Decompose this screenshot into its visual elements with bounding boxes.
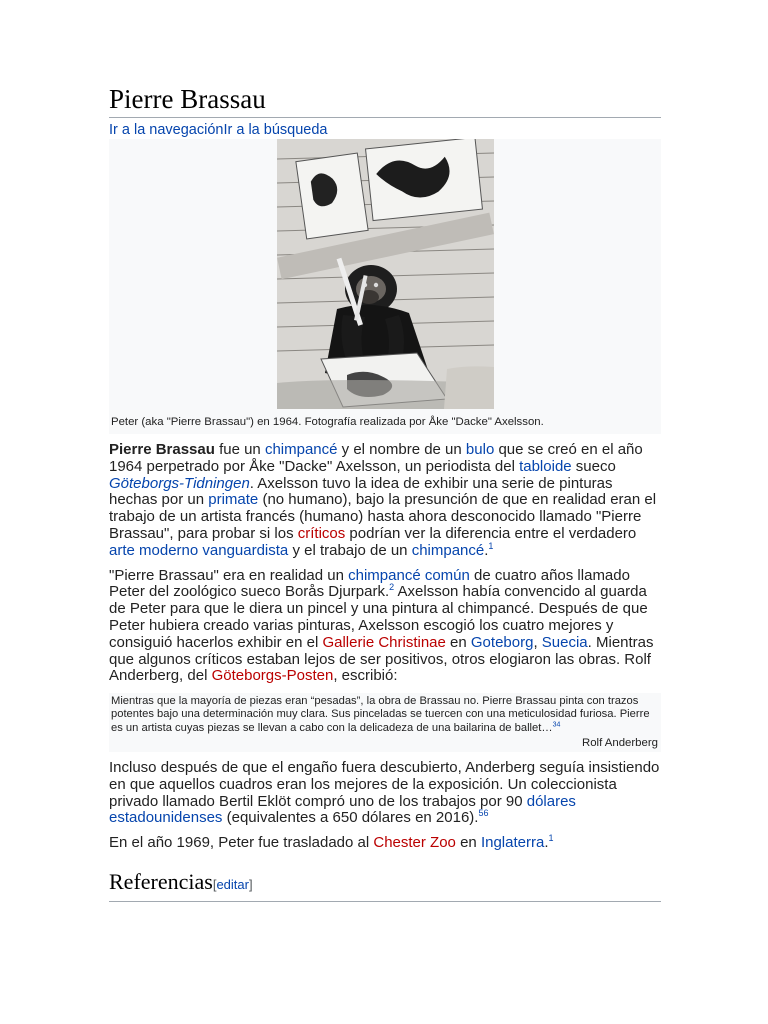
link-criticos[interactable]: críticos bbox=[297, 524, 346, 542]
link-goteborgs-posten[interactable]: Göteborgs-Posten bbox=[211, 667, 334, 685]
section-heading-referencias: Referencias[editar] bbox=[109, 868, 661, 902]
jump-links bbox=[109, 121, 661, 139]
quote-text: Mientras que la mayoría de piezas eran “pesadas”, la obra de Brassau no. Pierre Brassau pinta con trazos potentes bajo una determinación muy clara. Sus pinceladas se tuercen con una meticulosidad furiosa. Pierre es un artista cuyas piezas se llevan a cabo con la delicadeza de una bailarina de ballet…$^{34}$ bbox=[111, 695, 650, 734]
reference-1b[interactable]: 1 bbox=[548, 833, 554, 844]
jump-to-search-link[interactable]: Ir a la búsqueda bbox=[223, 122, 328, 138]
paragraph-intro: Pierre Brassau fue un chimpancé y el nombre de un bulo que se creó en el año 1964 perpetrado por Åke "Dacke" Axelsson, un periodista del tabloide sueco Göteborgs-Tidningen. Axelsson tuvo la idea de exhibir una serie de pinturas hechas por un primate (no humano), bajo la presunción de que en realidad eran el trabajo de un artista francés (humano) hasta ahora desconocido llamado "Pierre Brassau", para probar si los críticos podrían ver la diferencia entre el verdadero arte moderno vanguardista y el trabajo de un chimpancé.$^1$ bbox=[109, 441, 657, 559]
link-suecia[interactable]: Suecia bbox=[541, 633, 588, 651]
link-chester-zoo[interactable]: Chester Zoo bbox=[373, 834, 456, 852]
link-dolares-estadounidenses[interactable]: dólares estadounidenses bbox=[109, 792, 576, 827]
link-chimpance[interactable]: chimpancé bbox=[264, 441, 338, 458]
reference-56[interactable]: 56 bbox=[478, 808, 489, 819]
article-content bbox=[109, 82, 661, 902]
link-bulo[interactable]: bulo bbox=[465, 441, 495, 458]
section-edit: [editar] bbox=[212, 876, 253, 892]
link-arte-moderno[interactable]: arte moderno vanguardista bbox=[109, 541, 289, 559]
page-title: Pierre Brassau bbox=[109, 82, 661, 118]
reference-34[interactable]: 34 bbox=[552, 720, 561, 728]
link-inglaterra[interactable]: Inglaterra bbox=[480, 834, 545, 852]
article-subject-bold: Pierre Brassau bbox=[109, 441, 215, 458]
reference-1[interactable]: 1 bbox=[488, 540, 494, 551]
link-primate[interactable]: primate bbox=[208, 491, 259, 509]
jump-to-navigation-link[interactable]: Ir a la navegación bbox=[109, 122, 224, 138]
link-chimpance-2[interactable]: chimpancé bbox=[411, 541, 485, 559]
reference-2[interactable]: 2 bbox=[389, 582, 395, 593]
infobox-figure bbox=[109, 139, 661, 434]
paragraph-chester-zoo: En el año 1969, Peter fue trasladado al Chester Zoo en Inglaterra.$^1$ bbox=[109, 833, 554, 852]
chimpanzee-photo[interactable] bbox=[277, 139, 494, 409]
link-gallerie-christinae[interactable]: Gallerie Christinae bbox=[322, 633, 446, 651]
link-goteborg[interactable]: Goteborg bbox=[470, 633, 534, 651]
link-goteborgs-tidningen[interactable]: Göteborgs-Tidningen bbox=[109, 474, 250, 492]
edit-section-link[interactable]: editar bbox=[216, 876, 249, 892]
link-chimpance-comun[interactable]: chimpancé común bbox=[348, 566, 470, 584]
paragraph-aftermath: Incluso después de que el engaño fuera descubierto, Anderberg seguía insistiendo en que aquellos cuadros eran los mejores de la exposición. Un coleccionista privado llamado Bertil Eklöt compró uno de los trabajos por 90 dólares estadounidenses (equivalentes a 650 dólares en 2016).$^{56}$ bbox=[109, 758, 660, 827]
link-tabloide[interactable]: tabloide bbox=[519, 457, 572, 475]
paragraph-peter: "Pierre Brassau" era en realidad un chimpancé común de cuatro años llamado Peter del zoológico sueco Borås Djurpark.$^2$ Axelsson había convencido al guarda de Peter para que le diera un pincel y una pintura al chimpancé. Después de que Peter hubiera creado varias pinturas, Axelsson escogió los cuatro mejores y consiguió hacerlos exhibir en el Gallerie Christinae en Goteborg, Suecia. Mientras que algunos críticos estaban lejos de ser positivos, otros elogiaron las obras. Rolf Anderberg, del Göteborgs-Posten, escribió: bbox=[109, 566, 654, 685]
figure-caption: Peter (aka "Pierre Brassau") en 1964. Fotografía realizada por Åke "Dacke" Axelsson. bbox=[111, 416, 544, 428]
blockquote bbox=[109, 693, 661, 752]
quote-author: Rolf Anderberg bbox=[582, 736, 658, 749]
